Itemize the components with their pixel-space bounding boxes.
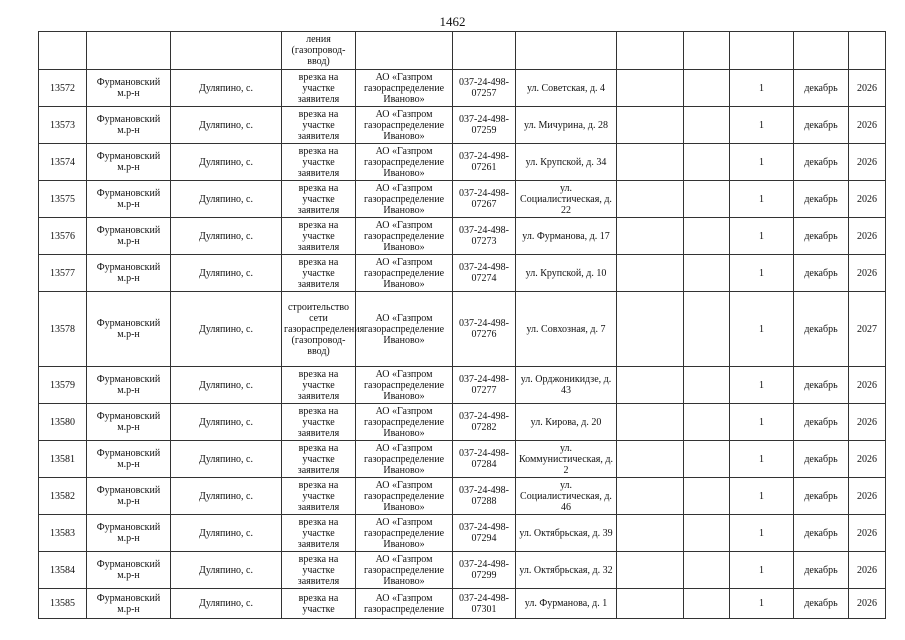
table-row bbox=[39, 218, 886, 255]
address-cell: ул. Совхозная, д. 7 bbox=[516, 292, 617, 367]
year-cell: 2026 bbox=[849, 404, 886, 441]
month-cell: декабрь bbox=[794, 367, 849, 404]
company-cell: АО «Газпром газораспределение Иваново» bbox=[356, 515, 453, 552]
locality-cell: Дуляпино, с. bbox=[171, 107, 282, 144]
locality-cell: Дуляпино, с. bbox=[171, 404, 282, 441]
empty-cell bbox=[617, 552, 684, 589]
table-row bbox=[39, 552, 886, 589]
address-cell: ул. Кирова, д. 20 bbox=[516, 404, 617, 441]
empty-cell bbox=[684, 70, 730, 107]
id-cell: 13580 bbox=[39, 404, 87, 441]
empty-cell bbox=[617, 144, 684, 181]
quantity-cell: 1 bbox=[730, 552, 794, 589]
company-cell: АО «Газпром газораспределение Иваново» bbox=[356, 552, 453, 589]
district-cell: Фурмановский м.р-н bbox=[87, 552, 171, 589]
code-cell: 037-24-498-07261 bbox=[453, 144, 516, 181]
work-type-cell: врезка на участке заявителя bbox=[282, 367, 356, 404]
month-cell: декабрь bbox=[794, 441, 849, 478]
district-cell: Фурмановский м.р-н bbox=[87, 441, 171, 478]
address-cell: ул. Социалистическая, д. 22 bbox=[516, 181, 617, 218]
quantity-cell: 1 bbox=[730, 218, 794, 255]
address-cell: ул. Октябрьская, д. 32 bbox=[516, 552, 617, 589]
company-cell: АО «Газпром газораспределение Иваново» bbox=[356, 478, 453, 515]
company-cell: АО «Газпром газораспределение Иваново» bbox=[356, 70, 453, 107]
year-cell: 2026 bbox=[849, 181, 886, 218]
work-type-cell: врезка на участке заявителя bbox=[282, 107, 356, 144]
code-cell: 037-24-498-07259 bbox=[453, 107, 516, 144]
empty-cell bbox=[684, 441, 730, 478]
empty-cell bbox=[684, 589, 730, 619]
empty-cell bbox=[684, 478, 730, 515]
empty-cell bbox=[684, 218, 730, 255]
month-cell: декабрь bbox=[794, 515, 849, 552]
empty-cell bbox=[617, 515, 684, 552]
district-cell: Фурмановский м.р-н bbox=[87, 181, 171, 218]
locality-cell: Дуляпино, с. bbox=[171, 367, 282, 404]
district-cell: Фурмановский м.р-н bbox=[87, 478, 171, 515]
id-cell: 13577 bbox=[39, 255, 87, 292]
empty-cell bbox=[617, 478, 684, 515]
district-cell: Фурмановский м.р-н bbox=[87, 292, 171, 367]
id-cell: 13573 bbox=[39, 107, 87, 144]
empty-cell bbox=[617, 404, 684, 441]
code-cell: 037-24-498-07274 bbox=[453, 255, 516, 292]
work-type-cell: врезка на участке заявителя bbox=[282, 552, 356, 589]
district-cell: Фурмановский м.р-н bbox=[87, 255, 171, 292]
company-cell: АО «Газпром газораспределение Иваново» bbox=[356, 255, 453, 292]
quantity-cell: 1 bbox=[730, 441, 794, 478]
work-type-cell: врезка на участке заявителя bbox=[282, 144, 356, 181]
address-cell: ул. Крупской, д. 34 bbox=[516, 144, 617, 181]
year-cell: 2026 bbox=[849, 70, 886, 107]
year-cell: 2026 bbox=[849, 589, 886, 619]
month-cell: декабрь bbox=[794, 478, 849, 515]
year-cell: 2027 bbox=[849, 292, 886, 367]
locality-cell: Дуляпино, с. bbox=[171, 144, 282, 181]
id-cell: 13581 bbox=[39, 441, 87, 478]
month-cell: декабрь bbox=[794, 404, 849, 441]
gas-connection-table bbox=[38, 31, 886, 619]
work-type-cell: врезка на участке bbox=[282, 589, 356, 619]
table-row bbox=[39, 404, 886, 441]
quantity-cell: 1 bbox=[730, 144, 794, 181]
id-cell: 13574 bbox=[39, 144, 87, 181]
id-cell: 13579 bbox=[39, 367, 87, 404]
company-cell: АО «Газпром газораспределение Иваново» bbox=[356, 367, 453, 404]
quantity-cell: 1 bbox=[730, 255, 794, 292]
work-type-cell: ления (газопровод-ввод) bbox=[282, 32, 356, 70]
locality-cell: Дуляпино, с. bbox=[171, 515, 282, 552]
id-cell: 13585 bbox=[39, 589, 87, 619]
empty-cell bbox=[684, 255, 730, 292]
table-row bbox=[39, 478, 886, 515]
code-cell: 037-24-498-07276 bbox=[453, 292, 516, 367]
locality-cell: Дуляпино, с. bbox=[171, 441, 282, 478]
table-row bbox=[39, 70, 886, 107]
empty-cell bbox=[684, 292, 730, 367]
month-cell: декабрь bbox=[794, 552, 849, 589]
empty-cell bbox=[684, 181, 730, 218]
work-type-cell: врезка на участке заявителя bbox=[282, 218, 356, 255]
id-cell: 13576 bbox=[39, 218, 87, 255]
month-cell: декабрь bbox=[794, 255, 849, 292]
code-cell: 037-24-498-07294 bbox=[453, 515, 516, 552]
table-row bbox=[39, 255, 886, 292]
month-cell: декабрь bbox=[794, 144, 849, 181]
work-type-cell: врезка на участке заявителя bbox=[282, 515, 356, 552]
empty-cell bbox=[617, 441, 684, 478]
address-cell: ул. Октябрьская, д. 39 bbox=[516, 515, 617, 552]
empty-cell bbox=[684, 404, 730, 441]
quantity-cell: 1 bbox=[730, 70, 794, 107]
district-cell: Фурмановский м.р-н bbox=[87, 589, 171, 619]
locality-cell: Дуляпино, с. bbox=[171, 218, 282, 255]
district-cell: Фурмановский м.р-н bbox=[87, 70, 171, 107]
district-cell: Фурмановский м.р-н bbox=[87, 144, 171, 181]
month-cell: декабрь bbox=[794, 589, 849, 619]
id-cell: 13582 bbox=[39, 478, 87, 515]
table-row bbox=[39, 181, 886, 218]
year-cell: 2026 bbox=[849, 478, 886, 515]
empty-cell bbox=[684, 367, 730, 404]
table-row bbox=[39, 144, 886, 181]
company-cell: АО «Газпром газораспределение Иваново» bbox=[356, 144, 453, 181]
quantity-cell: 1 bbox=[730, 478, 794, 515]
page-number: 1462 bbox=[439, 14, 466, 29]
continuation-row bbox=[39, 32, 886, 70]
id-cell: 13575 bbox=[39, 181, 87, 218]
empty-cell bbox=[684, 144, 730, 181]
empty-cell bbox=[617, 292, 684, 367]
quantity-cell: 1 bbox=[730, 367, 794, 404]
work-type-cell: врезка на участке заявителя bbox=[282, 404, 356, 441]
address-cell: ул. Орджоникидзе, д. 43 bbox=[516, 367, 617, 404]
work-type-cell: строительство сети газораспределения (газопровод-ввод) bbox=[282, 292, 356, 367]
year-cell: 2026 bbox=[849, 144, 886, 181]
work-type-cell: врезка на участке заявителя bbox=[282, 478, 356, 515]
locality-cell: Дуляпино, с. bbox=[171, 181, 282, 218]
district-cell: Фурмановский м.р-н bbox=[87, 107, 171, 144]
empty-cell bbox=[617, 181, 684, 218]
company-cell: АО «Газпром газораспределение Иваново» bbox=[356, 292, 453, 367]
address-cell: ул. Коммунистическая, д. 2 bbox=[516, 441, 617, 478]
month-cell: декабрь bbox=[794, 218, 849, 255]
table-row bbox=[39, 589, 886, 619]
work-type-cell: врезка на участке заявителя bbox=[282, 255, 356, 292]
empty-cell bbox=[617, 107, 684, 144]
quantity-cell: 1 bbox=[730, 292, 794, 367]
locality-cell: Дуляпино, с. bbox=[171, 552, 282, 589]
work-type-cell: врезка на участке заявителя bbox=[282, 441, 356, 478]
empty-cell bbox=[617, 218, 684, 255]
year-cell: 2026 bbox=[849, 218, 886, 255]
quantity-cell: 1 bbox=[730, 107, 794, 144]
address-cell: ул. Мичурина, д. 28 bbox=[516, 107, 617, 144]
id-cell: 13578 bbox=[39, 292, 87, 367]
month-cell: декабрь bbox=[794, 181, 849, 218]
empty-cell bbox=[684, 107, 730, 144]
code-cell: 037-24-498-07282 bbox=[453, 404, 516, 441]
empty-cell bbox=[617, 589, 684, 619]
table-row bbox=[39, 292, 886, 367]
company-cell: АО «Газпром газораспределение Иваново» bbox=[356, 404, 453, 441]
company-cell: АО «Газпром газораспределение Иваново» bbox=[356, 181, 453, 218]
locality-cell: Дуляпино, с. bbox=[171, 292, 282, 367]
quantity-cell: 1 bbox=[730, 181, 794, 218]
code-cell: 037-24-498-07288 bbox=[453, 478, 516, 515]
empty-cell bbox=[617, 255, 684, 292]
company-cell: АО «Газпром газораспределение Иваново» bbox=[356, 441, 453, 478]
quantity-cell: 1 bbox=[730, 404, 794, 441]
year-cell: 2026 bbox=[849, 255, 886, 292]
year-cell: 2026 bbox=[849, 107, 886, 144]
locality-cell: Дуляпино, с. bbox=[171, 70, 282, 107]
code-cell: 037-24-498-07273 bbox=[453, 218, 516, 255]
company-cell: АО «Газпром газораспределение Иваново» bbox=[356, 107, 453, 144]
id-cell: 13583 bbox=[39, 515, 87, 552]
district-cell: Фурмановский м.р-н bbox=[87, 218, 171, 255]
empty-cell bbox=[684, 515, 730, 552]
locality-cell: Дуляпино, с. bbox=[171, 589, 282, 619]
month-cell: декабрь bbox=[794, 70, 849, 107]
address-cell: ул. Социалистическая, д. 46 bbox=[516, 478, 617, 515]
code-cell: 037-24-498-07284 bbox=[453, 441, 516, 478]
table-row bbox=[39, 441, 886, 478]
address-cell: ул. Фурманова, д. 17 bbox=[516, 218, 617, 255]
locality-cell: Дуляпино, с. bbox=[171, 255, 282, 292]
month-cell: декабрь bbox=[794, 292, 849, 367]
empty-cell bbox=[617, 367, 684, 404]
year-cell: 2026 bbox=[849, 552, 886, 589]
empty-cell bbox=[617, 70, 684, 107]
code-cell: 037-24-498-07299 bbox=[453, 552, 516, 589]
district-cell: Фурмановский м.р-н bbox=[87, 515, 171, 552]
table-row bbox=[39, 515, 886, 552]
work-type-cell: врезка на участке заявителя bbox=[282, 181, 356, 218]
id-cell: 13572 bbox=[39, 70, 87, 107]
address-cell: ул. Фурманова, д. 1 bbox=[516, 589, 617, 619]
quantity-cell: 1 bbox=[730, 589, 794, 619]
id-cell: 13584 bbox=[39, 552, 87, 589]
quantity-cell: 1 bbox=[730, 515, 794, 552]
code-cell: 037-24-498-07257 bbox=[453, 70, 516, 107]
address-cell: ул. Советская, д. 4 bbox=[516, 70, 617, 107]
empty-cell bbox=[684, 552, 730, 589]
code-cell: 037-24-498-07301 bbox=[453, 589, 516, 619]
year-cell: 2026 bbox=[849, 441, 886, 478]
work-type-cell: врезка на участке заявителя bbox=[282, 70, 356, 107]
company-cell: АО «Газпром газораспределение Иваново» bbox=[356, 218, 453, 255]
locality-cell: Дуляпино, с. bbox=[171, 478, 282, 515]
month-cell: декабрь bbox=[794, 107, 849, 144]
table-row bbox=[39, 107, 886, 144]
year-cell: 2026 bbox=[849, 367, 886, 404]
table-row bbox=[39, 367, 886, 404]
code-cell: 037-24-498-07277 bbox=[453, 367, 516, 404]
district-cell: Фурмановский м.р-н bbox=[87, 404, 171, 441]
code-cell: 037-24-498-07267 bbox=[453, 181, 516, 218]
district-cell: Фурмановский м.р-н bbox=[87, 367, 171, 404]
company-cell: АО «Газпром газораспределение bbox=[356, 589, 453, 619]
address-cell: ул. Крупской, д. 10 bbox=[516, 255, 617, 292]
year-cell: 2026 bbox=[849, 515, 886, 552]
